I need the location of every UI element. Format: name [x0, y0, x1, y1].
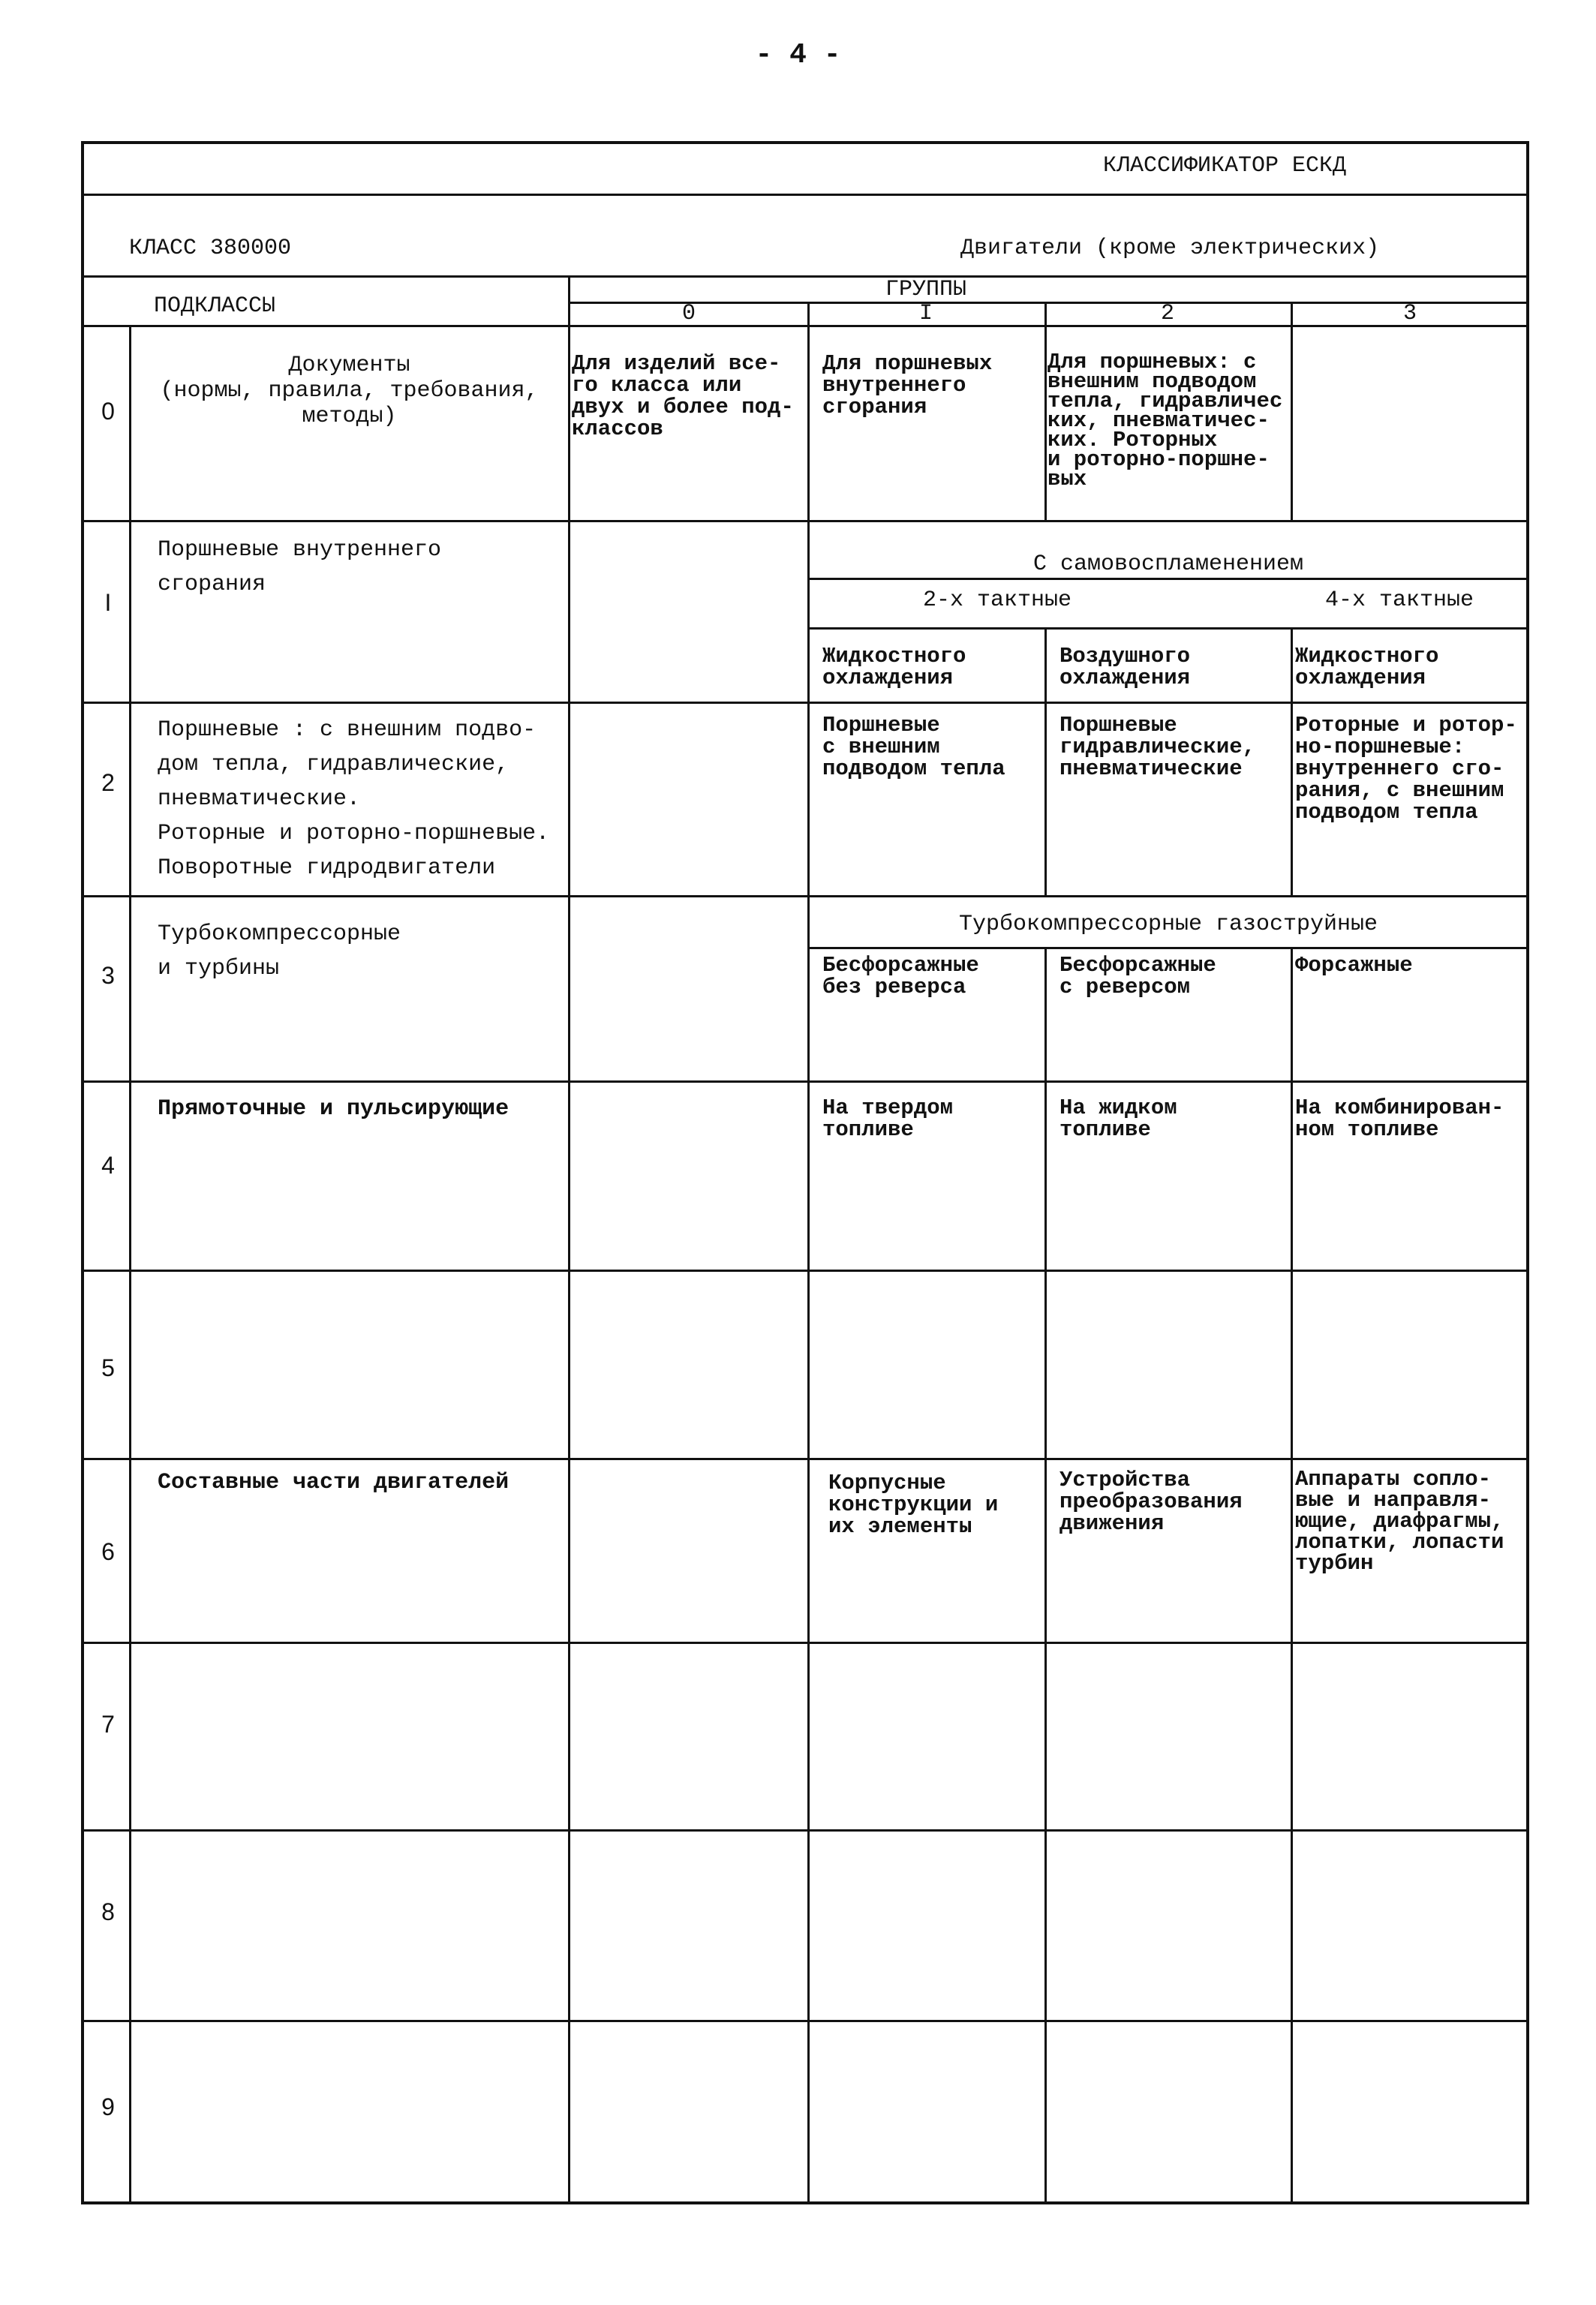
row-number: I [104, 589, 112, 616]
divider [1291, 947, 1293, 2204]
divider [807, 947, 1529, 949]
divider [81, 520, 1529, 522]
divider [81, 702, 1529, 704]
row-number: 8 [101, 1898, 115, 1925]
class-name: Двигатели (кроме электрических) [960, 236, 1380, 261]
divider [1044, 702, 1047, 895]
span-self-ignition: С самовоспламенением [1032, 551, 1304, 577]
divider [81, 275, 1529, 278]
divider [81, 1080, 1529, 1083]
group-col-0: 0 [681, 301, 696, 326]
group-cell: Бесфорсажные с реверсом [1059, 953, 1216, 999]
subclass-piston-internal: Поршневые внутреннего сгорания [158, 537, 442, 597]
subclass-turbocompressor: Турбокомпрессорные и турбины [158, 921, 401, 981]
group-col-3: 3 [1402, 301, 1417, 326]
divider [807, 578, 1529, 580]
divider [1044, 627, 1047, 702]
class-label: КЛАСС 380000 [129, 236, 292, 261]
group-col-2: 2 [1160, 301, 1174, 326]
row-number: 6 [101, 1538, 115, 1565]
divider [1044, 302, 1047, 520]
group-cell: Устройства преобразования движения [1059, 1468, 1243, 1536]
classifier-table [81, 141, 1529, 2204]
group-cell: Корпусные конструкции и их элементы [828, 1471, 999, 1539]
row-number: 3 [101, 962, 115, 989]
row-number: 7 [101, 1711, 115, 1738]
row-number: 0 [101, 398, 115, 425]
span-four-stroke: 4-х тактные [1325, 588, 1474, 613]
groups-label: ГРУППЫ [885, 277, 967, 302]
page-number: - 4 - [755, 39, 841, 71]
group-cell: Жидкостного охлаждения [822, 644, 966, 690]
group-cell: На твердом топливе [822, 1095, 954, 1142]
divider [1291, 702, 1293, 895]
row-number: 2 [101, 769, 115, 796]
subclass-ramjet: Прямоточные и пульсирующие [158, 1096, 509, 1122]
group-cell: Бесфорсажные без реверса [822, 953, 979, 999]
group-cell: На комбинирован- ном топливе [1295, 1095, 1504, 1142]
classifier-title: КЛАССИФИКАТОР ЕСКД [1103, 153, 1347, 179]
divider [81, 1642, 1529, 1644]
subclass-piston-external: Поршневые : с внешним подво- дом тепла, гидравлические, пневматические. Роторные и роторно-поршневые. Поворотные гидродвигатели [158, 717, 550, 881]
row-number: 9 [101, 2093, 115, 2120]
group-cell: Роторные и ротор- но-поршневые: внутреннего сго- рания, с внешним подводом тепла [1295, 713, 1517, 825]
subclass-documents: Документы (нормы, правила, требования, методы) [160, 353, 539, 429]
group-cell: Воздушного охлаждения [1059, 644, 1191, 690]
group-col-1: I [918, 301, 933, 326]
divider [81, 895, 1529, 897]
divider [1044, 947, 1047, 2204]
group-cell: Аппараты сопло- вые и направля- ющие, диафрагмы, лопатки, лопасти турбин [1295, 1467, 1504, 1576]
divider [81, 1458, 1529, 1460]
group-cell: Поршневые с внешним подводом тепла [822, 713, 1005, 781]
group-cell: Для изделий все- го класса или двух и более под- классов [572, 351, 794, 441]
group-cell: Жидкостного охлаждения [1295, 644, 1439, 690]
group-cell: На жидком топливе [1059, 1095, 1177, 1142]
divider [1291, 627, 1293, 702]
divider [807, 627, 1529, 630]
row-number: 4 [101, 1152, 115, 1179]
row-number: 5 [101, 1354, 115, 1381]
group-cell: Для поршневых внутреннего сгорания [822, 351, 993, 419]
subclass-engine-parts: Составные части двигателей [158, 1470, 509, 1495]
divider [81, 1829, 1529, 1832]
divider [807, 302, 810, 2204]
divider [81, 1270, 1529, 1272]
divider [81, 194, 1529, 196]
span-two-stroke: 2-х тактные [923, 588, 1072, 613]
divider [568, 275, 570, 2204]
divider [1291, 302, 1293, 520]
group-cell: Поршневые гидравлические, пневматические [1059, 713, 1256, 781]
group-cell: Для поршневых: с внешним подводом тепла, гидравличес ких, пневматичес- ких. Роторных и роторно-поршне- вых [1047, 350, 1283, 491]
span-gas-jet: Турбокомпрессорные газоструйные [958, 912, 1378, 937]
group-cell: Форсажные [1295, 953, 1413, 978]
divider [81, 2020, 1529, 2022]
subclasses-label: ПОДКЛАССЫ [154, 293, 276, 319]
